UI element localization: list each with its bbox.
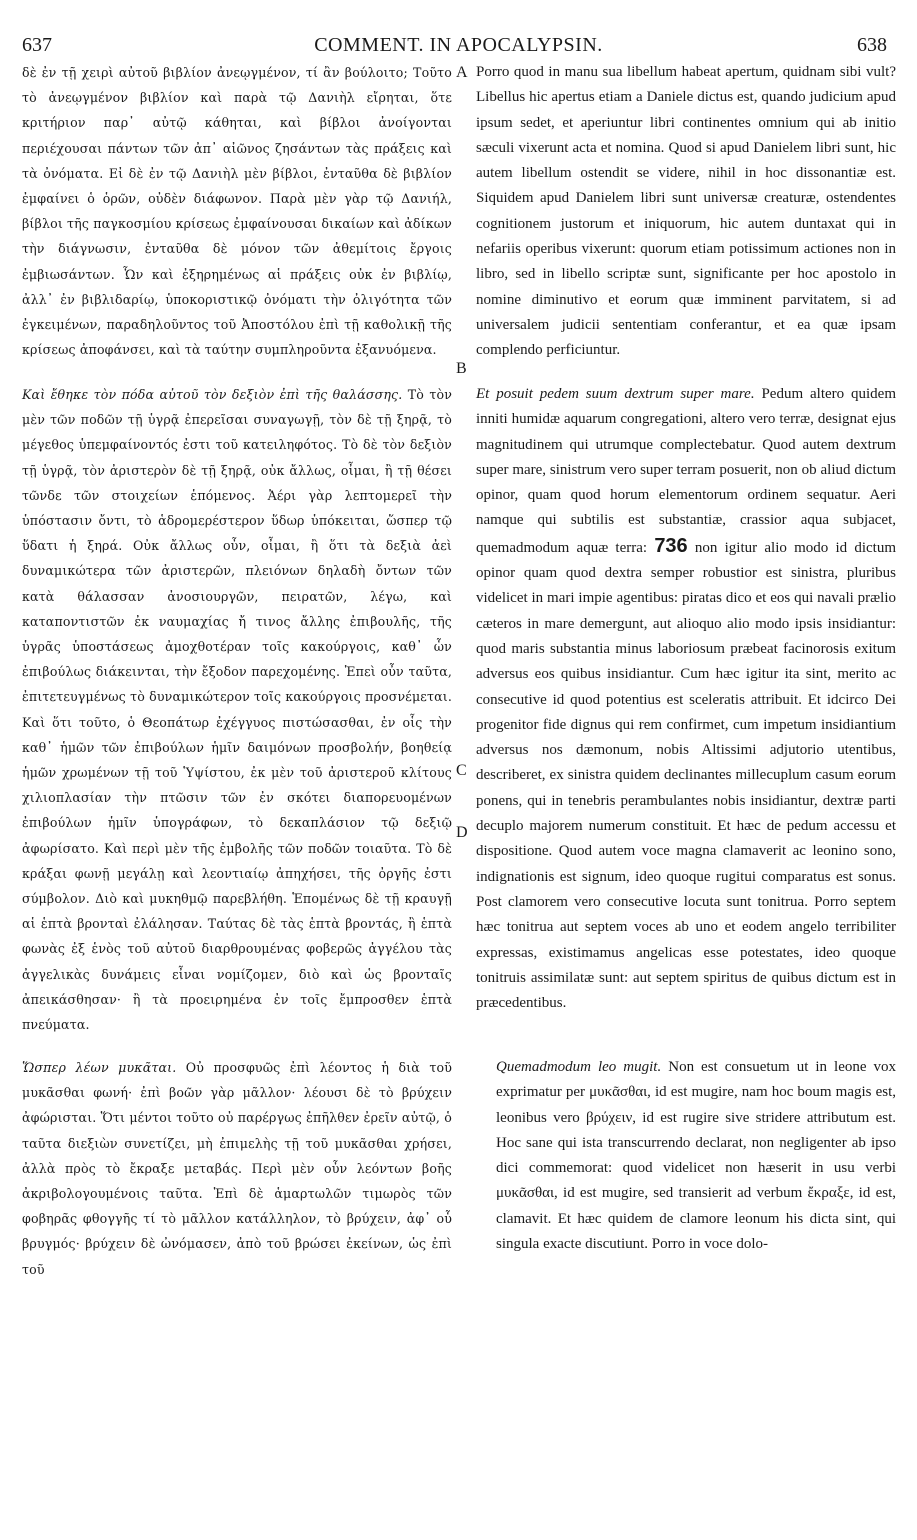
greek-text-3: Οὐ προσφυῶς ἐπὶ λέοντος ἡ διὰ τοῦ μυκᾶσθαι φωνή· ἐπὶ βοῶν γὰρ μᾶλλον· λέουσι δὲ τὸ βρύχειν ἀφώρισται. Ὅτι μέντοι τοῦτο οὐ παρέργως ἐπῆλθεν ἐρεῖν αὐτῷ, ὁ ταῦτα διεξιὼν συνετίζει, μὴ ἐπιμελὴς τῇ τοῦ μυκᾶσθαι χρήσει, ἀλλὰ πρὸς τὸ ἔκραξε μεταβάς. Περὶ μὲν οὖν λεόντων βοῆς ἀκριβολογουμένοις ταῦτα. Ἐπὶ δὲ ἁμαρτωλῶν τιμωρὸς τῶν φοβηρᾶς φθογγῆς τί τὸ μᾶλλον κατάλληλον, τὸ βρύχειν, ἀφ᾽ οὗ βρυγμός· βρύχειν δὲ ὠνόμασεν, ἀπὸ τοῦ βρώσει ἐκείνων, ὡς ἐπὶ τοῦ: [22, 1060, 453, 1277]
latin-lemma-3: Quemadmodum leo mugit.: [496, 1059, 662, 1075]
page-number-right: 638: [857, 34, 887, 56]
greek-paragraph-2: [22, 382, 452, 1037]
latin-text-2b: non igitur alio modo id dictum opinor quam quod dextra semper robustior est sinistra, pluribus videlicet in mari impie agentibus: piratas dico et eos qui navali prælio cæteros in mare demergunt, aut alioquo alio modo ipsis insidiantur: quod maris substantia minus laboriosum præbeat facinorosis exitum adversus eos quibus insidiantur. Cum hæc igitur ita sint, merito ac consecutive id quod potentius est sceleratis attribuit. Et idcirco Dei progenitor fide dignus qui rem confirmet, cum impetum insidiantium adversus nos dæmonum, nobis Altissimi adjutorio utentibus, describeret, ex sinistra quidem declinantes millecuplum casum eorum ponens, qui in tenebris perambulantes nobis insidiantur, dextræ parti decuplo majorem numerum constituit. Et hæc de pedum accessu et dispositione. Quod autem voce magna clamaverit ac leonino sono, indignationis est signum, ideo quoque rugitui comparatus est sonus. Post clamorem vero consecutive locuta sunt tonitrua. Porro septem hæc tonitrua aut septem voces ab uno et eodem angelo terribiliter expressas, existimamus angelicas esse potestates, ideo quoque tonitruis assimilatæ sunt: aut septem spiritus de quibus dictum est in præcedentibus.: [476, 539, 897, 1012]
running-title: COMMENT. IN APOCALYPSIN.: [314, 34, 603, 56]
greek-column-part-1: [22, 60, 452, 362]
column-number: 736: [654, 534, 688, 557]
latin-column-part-1: [476, 60, 896, 364]
section-marker-a: A: [456, 64, 468, 81]
greek-column-part-3: [22, 1055, 452, 1282]
latin-paragraph-2: [476, 382, 896, 1016]
greek-lemma-3: Ὥσπερ λέων μυκᾶται.: [22, 1060, 177, 1075]
section-marker-c: C: [456, 762, 467, 779]
latin-lemma-2: Et posuit pedem suum dextrum super mare.: [476, 386, 755, 402]
latin-paragraph-3: [496, 1055, 896, 1257]
latin-text-2a: Pedum altero quidem inniti humidæ aquarum congregationi, altero vero terræ, designat ejus magnitudinem qui utrumque complectebatur. Quod autem dextrum super mare, sinistrum vero super terram posuerit, non ob aliud dictum opinor, quam quod horum elementorum ordinem sequatur. Aeri namque qui subtilis est substantiæ, crassior aqua subjacet, quemadmodum aquæ terra:: [476, 386, 897, 556]
section-marker-b: B: [456, 360, 467, 377]
latin-column-part-3: [496, 1055, 896, 1257]
latin-text-3: Non est consuetum ut in leone vox exprimatur per μυκᾶσθαι, id est mugire, nam hoc boum magis est, leonibus vero βρύχειν, id est rugire sive stridere attributum est. Hoc sane qui ista transcurrendo declarat, non negligenter ab ipso dici commemorat: quod videlicet non hæserit in usu verbi μυκᾶσθαι, id est mugire, sed transierit ad verbum ἔκραξε, id est, clamavit. Et hæc quidem de clamore leonum his dicta sint, qui singula exacte discutiunt. Porro in voce dolo-: [496, 1059, 897, 1253]
greek-lemma-2: Καὶ ἔθηκε τὸν πόδα αὐτοῦ τὸν δεξιὸν ἐπὶ τῆς θαλάσσης.: [22, 387, 403, 402]
greek-column-part-2: [22, 382, 452, 1037]
page-number-left: 637: [22, 34, 52, 56]
greek-text-2: Τὸ τὸν μὲν τῶν ποδῶν τῇ ὑγρᾷ ἐπερεῖσαι συναγωγῇ, τὸν δὲ τῇ ξηρᾷ, τὸ μέγεθος ὑπεμφαίνοντός ἐστι τοῦ κατειληφότος. Τὸ δὲ τὸν δεξιὸν τῇ ὑγρᾷ, τὸν ἀριστερὸν δὲ τῇ ξηρᾷ, οὐκ ἄλλως, οἶμαι, ἢ τῇ θέσει τῶνδε τῶν στοιχείων ἑπόμενος. Ἀέρι γὰρ λεπτομερεῖ τὴν ὑπόστασιν ὄντι, τὸ ἁδρομερέστερον ὕδωρ ὑπόκειται, ὥσπερ τῷ ὕδατι ἡ ξηρά. Οὐκ ἄλλως οὖν, οἶμαι, ἢ ὅτι τὰ δεξιὰ ἀεὶ δυναμικώτερα τῶν ἀριστερῶν, πλειόνων δηλαδὴ ὄντων τῶν κατὰ θάλασσαν ἀνοσιουργῶν, πειρατῶν, λέγω, καὶ καταποντιστῶν ἐκ ναυμαχίας ἤ τινος ἄλλης ἐπιβουλῆς, τῆς ὑγρᾶς ὑποστάσεως ἀμοχθοτέραν τοῖς κακούργοις, καθ᾽ ὧν ἐπιβούλως διάκεινται, τὴν ἔξοδον παρεχομένης. Ἐπεὶ οὖν ταῦτα, ἐπιτετευγμένως τὸ δυναμικώτερον τοῖς κακούργοις προσνέμεται. Καὶ ὅτι τοῦτο, ὁ Θεοπάτωρ ἐχέγγυος πιστώσασθαι, ἐν οἷς τὴν καθ᾽ ἡμῶν τῶν ἐπιβούλων ἡμῖν δαιμόνων προσβολήν, βοηθείᾳ ἡμῶν χρωμένων τῇ τοῦ Ὑψίστου, ἐκ μὲν τοῦ ἀριστεροῦ κλίτους χιλιοπλασίαν τὴν πτῶσιν τῶν ἐν σκότει διαπορευομένων ἐπιβούλων ἡμῖν ὑπογράφων, τὸ δεκαπλάσιον τῷ δεξιῷ ἀφωρίσατο. Καὶ περὶ μὲν τῆς ἐμβολῆς τῶν ποδῶν τοιαῦτα. Τὸ δὲ κράξαι φωνῇ μεγάλῃ καὶ λεοντιαίῳ ἀπηχήσει, τῆς ὀργῆς ἐστι σύμβολον. Διὸ καὶ μυκηθμῷ παρεβλήθη. Ἑπομένως δὲ τῇ κραυγῇ αἱ ἑπτὰ βρονταὶ ἐλάλησαν. Ταύτας δὲ τὰς ἑπτὰ βροντάς, ἢ ἑπτὰ φωνὰς ἐξ ἑνὸς τοῦ αὐτοῦ διαρθρουμένας φοβερῶς ἀγγέλου τὰς ἀγγελικὰς δυνάμεις εἶναι νομίζομεν, διὸ καὶ ὡς βρονταῖς ἀπεικάσθησαν· ἢ τὰ προειρημένα ἐν τοῖς ἔμπροσθεν ἑπτὰ πνεύματα.: [22, 387, 453, 1033]
section-marker-d: D: [456, 824, 468, 841]
latin-paragraph-1: Porro quod in manu sua libellum habeat apertum, quidnam sibi vult? Libellus hic apertus etiam a Daniele dictus est, quando judicium apud ipsum sedet, et aperiuntur libri continentes omnium qui ab initio sæculi vixerunt acta et nomina. Quod si apud Danielem libri sunt, hic autem libellum ostendit se videre, nihil in hoc dissonantiæ est. Siquidem apud Danielem libri sunt universæ creaturæ, ostendentes cognitionem justorum et iniquorum, hic autem duntaxat qui in nefariis operibus vixerunt: quorum etiam potissimum actiones non in libro, sed in libello scriptæ sunt, significante per hoc apostolo in nomine diminutivo et eorum quæ imminent parvitatem, si ad universalem judicii sententiam conferantur, et ea quæ ipsam complendo perficiuntur.: [476, 64, 896, 359]
greek-paragraph-3: [22, 1055, 452, 1282]
latin-column-part-2: [476, 382, 896, 1016]
greek-paragraph-1: δὲ ἐν τῇ χειρὶ αὐτοῦ βιβλίον ἀνεῳγμένον, τί ἂν βούλοιτο; Τοῦτο τὸ ἀνεῳγμένον βιβλίον καὶ παρὰ τῷ Δανιὴλ εἴρηται, ὅτε κριτήριον παρ᾽ αὐτῷ κάθηται, καὶ βίβλοι ἀνοίγονται περιέχουσαι πάντων τῶν ἀπ᾽ αἰῶνος ζησάντων τὰς πράξεις καὶ τὰ ὀνόματα. Εἰ δὲ ἐν τῷ Δανιὴλ μὲν βίβλοι, ἐνταῦθα δὲ βιβλίον ἐμφαίνει ὁ ὁρῶν, οὐδὲν διάφωνον. Παρὰ μὲν γὰρ τῷ Δανιήλ, βίβλοι τῆς παγκοσμίου κρίσεως ἐμφαίνουσαι δικαίων καὶ ἀδίκων τὴν διάγνωσιν, ἐνταῦθα δὲ μόνον τῶν ἀθεμίτοις ἔργοις ἐμβιωσάντων. Ὧν καὶ ἐξηρημένως αἱ πράξεις οὐκ ἐν βιβλίῳ, ἀλλ᾽ ἐν βιβλιδαρίῳ, ὑποκοριστικῷ ὀνόματι τὴν ὀλιγότητα τῶν ἐγκειμένων, παραδηλοῦντος τοῦ Ἀποστόλου ἐπὶ τῇ καθολικῇ τῆς κρίσεως ἀποφάνσει, καὶ τὰ ταύτην συμπληροῦντα ἐξανυόμενα.: [22, 65, 452, 358]
